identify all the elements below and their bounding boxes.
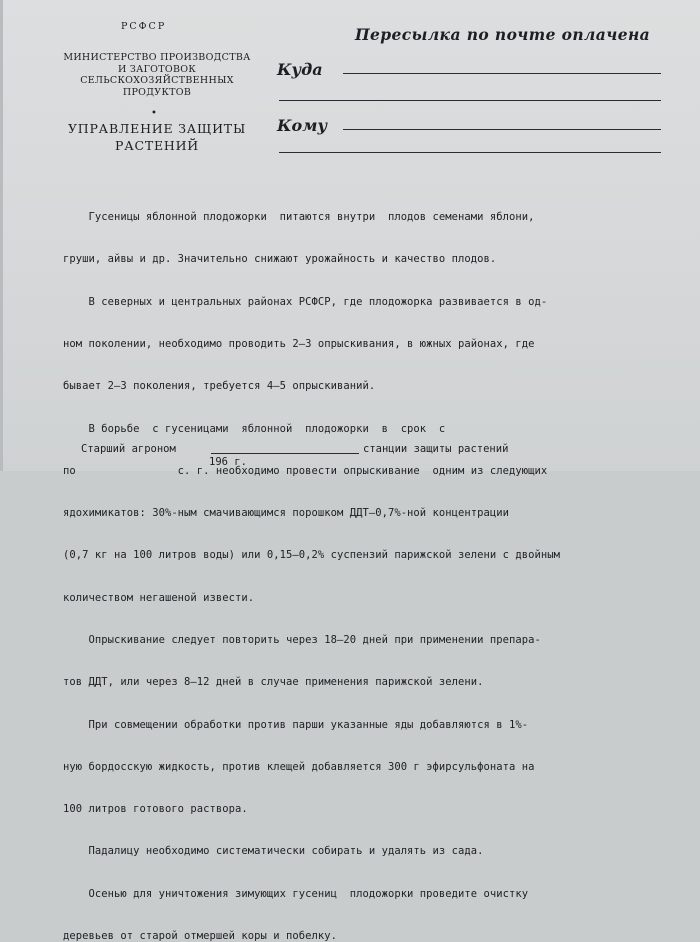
ministry-title: МИНИСТЕРСТВО ПРОИЗВОДСТВА И ЗАГОТОВОК СЕЛЬСКОХОЗЯЙСТВЕННЫХ ПРОДУКТОВ — [63, 52, 251, 98]
text-line: Падалицу необходимо систематически собирать и удалять из сада. — [63, 845, 484, 858]
postage-paid-label: Пересылка по почте оплачена — [355, 25, 651, 44]
text-line: В борьбе с гусеницами яблонной плодожорки в срок с — [63, 422, 446, 435]
text-line: ном поколении, необходимо проводить 2—3 опрыскивания, в южных районах, где — [63, 338, 535, 351]
address-line-2 — [279, 100, 661, 101]
text-line: Осенью для уничтожения зимующих гусениц плодожорки проведите очистку — [63, 887, 529, 900]
signature-line — [211, 453, 359, 454]
station-label: станции защиты растений — [363, 443, 509, 455]
agronomist-label: Старший агроном — [81, 443, 176, 455]
separator-dot: • — [151, 108, 157, 119]
address-line-1 — [343, 73, 661, 74]
text-line: деревьев от старой отмершей коры и побелку. — [63, 929, 337, 942]
address-line-4 — [279, 152, 661, 153]
text-line: ную бордосскую жидкость, против клещей добавляется 300 г эфирсульфоната на — [63, 760, 535, 773]
text-line: бывает 2—3 поколения, требуется 4—5 опрыскиваний. — [63, 380, 376, 393]
text-line: количеством негашеной извести. — [63, 591, 255, 604]
text-line: 100 литров готового раствора. — [63, 803, 248, 816]
whom-label: Кому — [277, 116, 328, 135]
text-line: ядохимикатов: 30%-ным смачивающимся порошком ДДТ—0,7%-ной концентрации — [63, 507, 510, 520]
instructions-text — [63, 182, 663, 942]
year-label: 196 г. — [209, 456, 247, 468]
department-title: УПРАВЛЕНИЕ ЗАЩИТЫ РАСТЕНИЙ — [67, 121, 247, 153]
text-line: Гусеницы яблонной плодожорки питаются внутри плодов семенами яблони, — [63, 211, 535, 224]
text-line: При совмещении обработки против парши указанные яды добавляются в 1%- — [63, 718, 529, 731]
to-label: Куда — [277, 60, 323, 79]
text-line: В северных и центральных районах РСФСР, где плодожорка развивается в од- — [63, 295, 548, 308]
text-line: (0,7 кг на 100 литров воды) или 0,15—0,2% суспензий парижской зелени с двойным — [63, 549, 560, 562]
text-line: по с. г. необходимо провести опрыскивание одним из следующих — [63, 464, 548, 477]
text-line: тов ДДТ, или через 8—12 дней в случае применения парижской зелени. — [63, 676, 484, 689]
text-line: груши, айвы и др. Значительно снижают урожайность и качество плодов. — [63, 253, 497, 266]
rsfsr-label: РСФСР — [121, 21, 167, 32]
address-line-3 — [343, 129, 661, 130]
text-line: Опрыскивание следует повторить через 18—20 дней при применении препара- — [63, 634, 541, 646]
